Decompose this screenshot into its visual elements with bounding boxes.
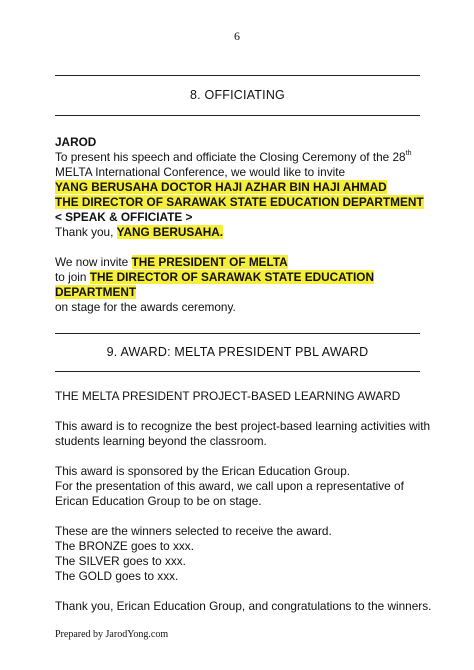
bronze-winner: The BRONZE goes to xxx. [55,539,194,553]
winners-intro: These are the winners selected to receive the award. [55,524,332,538]
invite-prefix: We now invite [55,255,129,269]
invite-line [55,255,425,270]
guest-name: YANG BERUSAHA DOCTOR HAJI AZHAR BIN HAJI AHMAD [55,180,387,194]
section-9-body [55,389,432,614]
stage-cue: < SPEAK & OFFICIATE > [55,210,193,224]
sponsor-line-3: Erican Education Group to be on stage. [55,494,262,508]
page-number: 6 [234,29,240,43]
join-prefix: to join [55,270,87,284]
thanks-name: YANG BERUSAHA. [116,225,224,239]
section-8-title: 8. OFFICIATING [190,88,285,102]
section-divider [55,371,420,372]
sponsor-line: This award is sponsored by the Erican Education Group. [55,464,351,478]
section-9-title: 9. AWARD: MELTA PRESIDENT PBL AWARD [106,345,369,359]
sponsor-line-2: For the presentation of this award, we call upon a representative of [55,479,404,493]
award-purpose: This award is to recognize the best project-based learning activities with [55,419,431,433]
gold-winner: The GOLD goes to xxx. [55,569,179,583]
intro-line [55,150,425,165]
footer-credit: Prepared by JarodYong.com [55,629,169,640]
closing-line: Thank you, Erican Education Group, and congratulations to the winners. [55,599,432,613]
thanks-prefix: Thank you, [55,225,114,239]
section-8-body [55,135,425,315]
invite-name: THE PRESIDENT OF MELTA [131,255,288,269]
section-divider [55,333,420,334]
intro-text: To present his speech and officiate the Closing Ceremony of the 28 [55,150,406,164]
silver-winner: The SILVER goes to xxx. [55,554,186,568]
intro-line-2: MELTA International Conference, we would like to invite [55,165,346,179]
stage-line: on stage for the awards ceremony. [55,300,236,314]
section-divider [55,115,420,116]
join-line [55,270,425,285]
thanks-line [55,225,425,240]
section-divider [55,75,420,76]
award-name: THE MELTA PRESIDENT PROJECT-BASED LEARNING AWARD [55,389,401,403]
guest-role: THE DIRECTOR OF SARAWAK STATE EDUCATION DEPARTMENT [55,195,424,209]
join-role-cont: DEPARTMENT [55,285,137,299]
ordinal-suffix: th [405,150,412,158]
award-purpose-2: students learning beyond the classroom. [55,434,267,448]
speaker-name: JAROD [55,135,97,149]
join-role: THE DIRECTOR OF SARAWAK STATE EDUCATION [89,270,374,284]
